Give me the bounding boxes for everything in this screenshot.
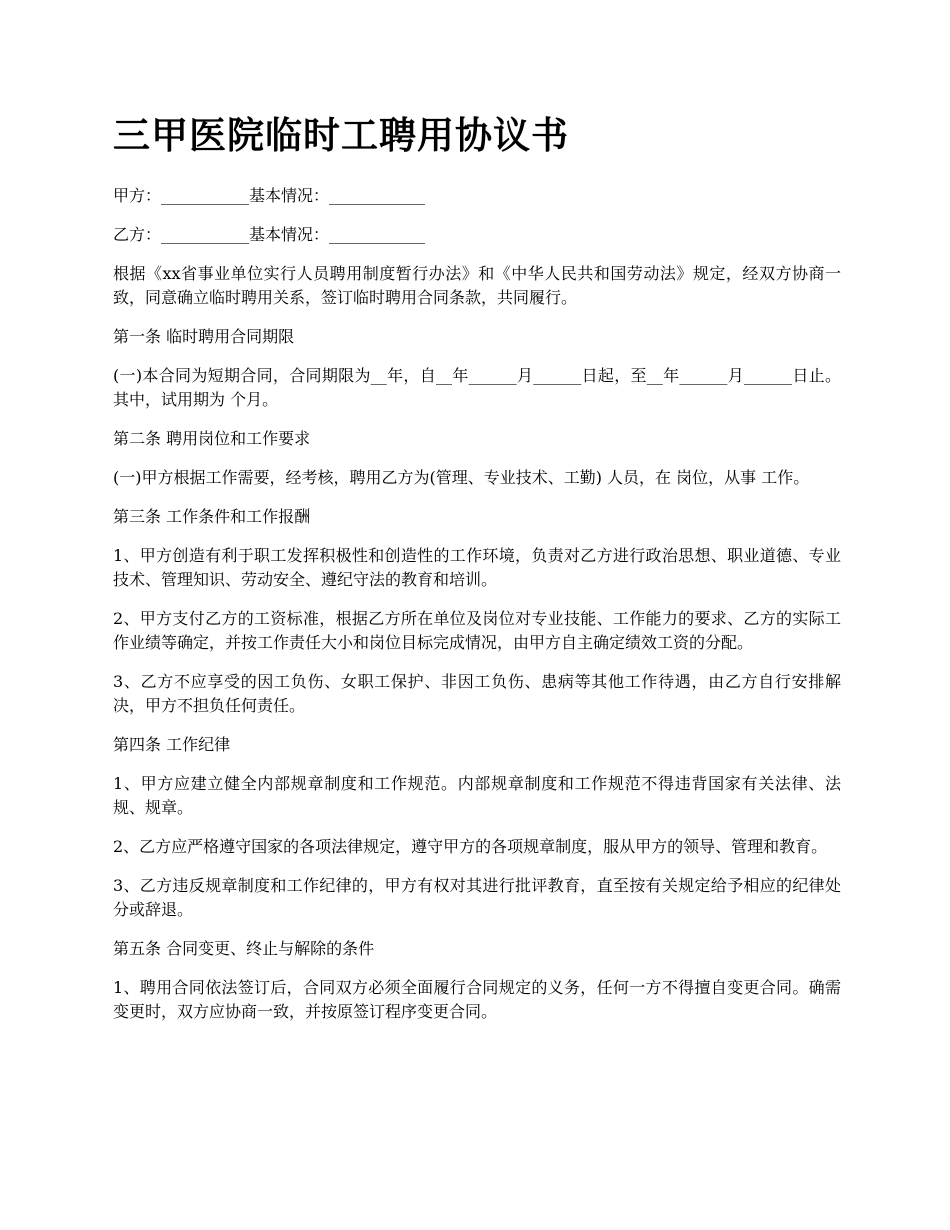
article-3-clause-3: 3、乙方不应享受的因工负伤、女职工保护、非因工负伤、患病等其他工作待遇，由乙方自行安排解决，甲方不担负任何责任。 — [113, 672, 841, 715]
article-4-heading: 第四条 工作纪律 — [113, 735, 231, 754]
party-a-line: 甲方：___________基本情况：____________ — [113, 186, 426, 205]
document-title: 三甲医院临时工聘用协议书 — [113, 113, 569, 157]
article-2-heading: 第二条 聘用岗位和工作要求 — [113, 429, 311, 448]
article-4-clause-2: 2、乙方应严格遵守国家的各项法律规定，遵守甲方的各项规章制度，服从甲方的领导、管理和教育。 — [113, 837, 828, 856]
article-4-clause-3: 3、乙方违反规章制度和工作纪律的，甲方有权对其进行批评教育，直至按有关规定给予相应的纪律处分或辞退。 — [113, 876, 841, 919]
preamble-paragraph: 根据《xx省事业单位实行人员聘用制度暂行办法》和《中华人民共和国劳动法》规定，经双方协商一致，同意确立临时聘用关系，签订临时聘用合同条款，共同履行。 — [113, 264, 841, 307]
party-b-line: 乙方：___________基本情况：____________ — [113, 225, 426, 244]
article-1-heading: 第一条 临时聘用合同期限 — [113, 327, 295, 346]
article-3-heading: 第三条 工作条件和工作报酬 — [113, 507, 311, 526]
article-1-clause-1: (一)本合同为短期合同，合同期限为__年，自__年______月______日起，至__年______月______日止。其中，试用期为 个月。 — [113, 366, 841, 409]
article-2-clause-1: (一)甲方根据工作需要，经考核，聘用乙方为(管理、专业技术、工勤) 人员，在 岗位，从事 工作。 — [113, 468, 810, 487]
article-5-clause-1: 1、聘用合同依法签订后，合同双方必须全面履行合同规定的义务，任何一方不得擅自变更合同。确需变更时，双方应协商一致，并按原签订程序变更合同。 — [113, 978, 841, 1021]
article-4-clause-1: 1、甲方应建立健全内部规章制度和工作规范。内部规章制度和工作规范不得违背国家有关法律、法规、规章。 — [113, 774, 841, 817]
document-page — [113, 108, 841, 1039]
article-3-clause-1: 1、甲方创造有利于职工发挥积极性和创造性的工作环境，负责对乙方进行政治思想、职业道德、专业技术、管理知识、劳动安全、遵纪守法的教育和培训。 — [113, 546, 841, 589]
article-3-clause-2: 2、甲方支付乙方的工资标准，根据乙方所在单位及岗位对专业技能、工作能力的要求、乙方的实际工作业绩等确定，并按工作责任大小和岗位目标完成情况，由甲方自主确定绩效工资的分配。 — [113, 609, 841, 652]
article-5-heading: 第五条 合同变更、终止与解除的条件 — [113, 939, 375, 958]
